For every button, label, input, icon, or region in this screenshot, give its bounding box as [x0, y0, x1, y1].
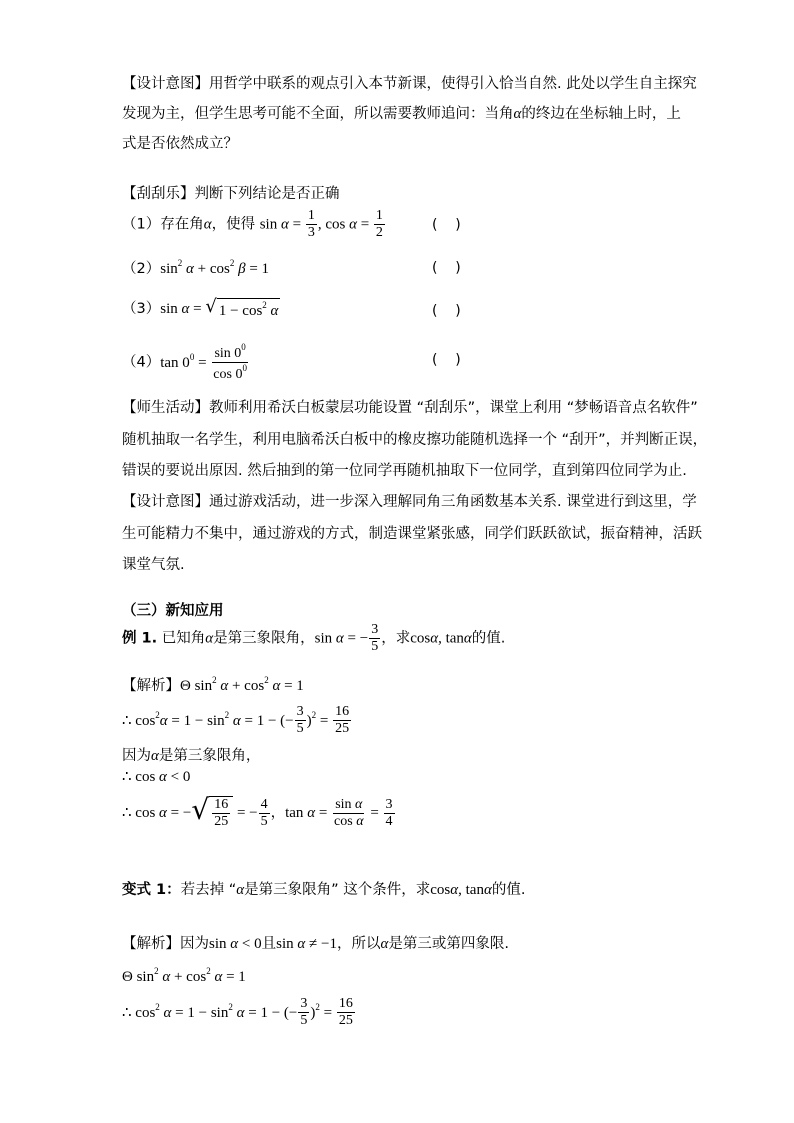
solution-1-line-3: 因为α是第三象限角， — [122, 748, 261, 764]
quiz-item-1: （1）存在角α，使得 sin α = $\frac{1}{3}$ , cos α = $\frac{1}{2}$ — [122, 208, 383, 241]
design-intent-2-line-3: 课堂气氛. — [122, 557, 185, 573]
solution-1-line-1: 【解析】Θ $\sin^2 \alpha + \cos^2 \alpha = 1$ — [122, 675, 304, 694]
quiz-item-2: $(2)\sin^2$ $\alpha + \cos^2 \beta = 1$ — [122, 258, 270, 277]
solution-2-line-1: 【解析】因为sin α < 0且sin α ≠ −1，所以α是第三或第四象限. — [122, 936, 509, 952]
example-1: 例 1. 已知角α是第三象限角，sin α = − $\frac{3}{5}$ ，求cosα, tanα的值. — [122, 622, 506, 655]
design-intent-tag: 【设计意图】 — [122, 76, 209, 92]
quiz-item-4: （4）tan $0^0$ = $\frac{\sin 0^0}{\cos 0^0}$ — [122, 342, 247, 383]
solution-2-line-3: ∴ $\cos^2 \alpha = 1 - \sin^2 \alpha = 1$ − (− $\frac{3}{5}$ )$^2$ = $\frac{16}{25}$ — [122, 996, 353, 1029]
activity-line-2: 随机抽取一名学生，利用电脑希沃白板中的橡皮擦功能随机选择一个 “刮开”，并判断正误， — [122, 432, 708, 448]
quiz-item-3: （3）sin α = √ $1 - \cos^2 \alpha$ — [122, 296, 279, 319]
activity-line-3: 错误的要说出原因. 然后抽到的第一位同学再随机抽取下一位同学，直到第四位同学为止. — [122, 463, 687, 479]
answer-blank-3[interactable]: ( ) — [432, 303, 461, 319]
variation-1: 变式 1：若去掉 “α是第三象限角” 这个条件，求cosα, tanα的值. — [122, 882, 526, 898]
section-heading: （三）新知应用 — [122, 603, 224, 619]
solution-1-line-5: ∴ cos α = − √ $\frac{16}{25}$ = − $\frac{4}{5}$ ，tan α = $\frac{\text{sin α}}{\text{cos α}}$ = $\frac{3}{4}$ — [122, 793, 393, 830]
design-intent-1-line-3: 式是否依然成立？ — [122, 136, 238, 152]
design-intent-1-line-2: 发现为主，但学生思考可能不全面，所以需要教师追问：当角α的终边在坐标轴上时，上 — [122, 106, 681, 122]
quiz-heading: 【刮刮乐】判断下列结论是否正确 — [122, 186, 340, 202]
activity-line-1: 【师生活动】教师利用希沃白板蒙层功能设置 “刮刮乐”，课堂上利用 “梦畅语音点名软件” — [122, 400, 698, 416]
answer-blank-2[interactable]: ( ) — [432, 260, 461, 276]
answer-blank-4[interactable]: ( ) — [432, 352, 461, 368]
solution-1-line-4: ∴ cos α < 0 — [122, 769, 191, 785]
design-intent-1-line-1: 【设计意图】用哲学中联系的观点引入本节新课，使得引入恰当自然. 此处以学生自主探究 — [122, 76, 697, 92]
solution-2-line-2: Θ $\sin^2 \alpha + \cos^2 \alpha = 1$ — [122, 966, 246, 985]
answer-blank-1[interactable]: ( ) — [432, 217, 461, 233]
design-intent-2-line-2: 生可能精力不集中，通过游戏的方式，制造课堂紧张感，同学们跃跃欲试，振奋精神，活跃 — [122, 526, 702, 542]
design-intent-2-line-1: 【设计意图】通过游戏活动，进一步深入理解同角三角函数基本关系. 课堂进行到这里，学 — [122, 494, 697, 510]
solution-1-line-2: ∴ $\cos^2\alpha = 1 - \sin^2 \alpha = 1$ − (− $\frac{3}{5}$ )$^2$ = $\frac{16}{25}$ — [122, 704, 350, 737]
